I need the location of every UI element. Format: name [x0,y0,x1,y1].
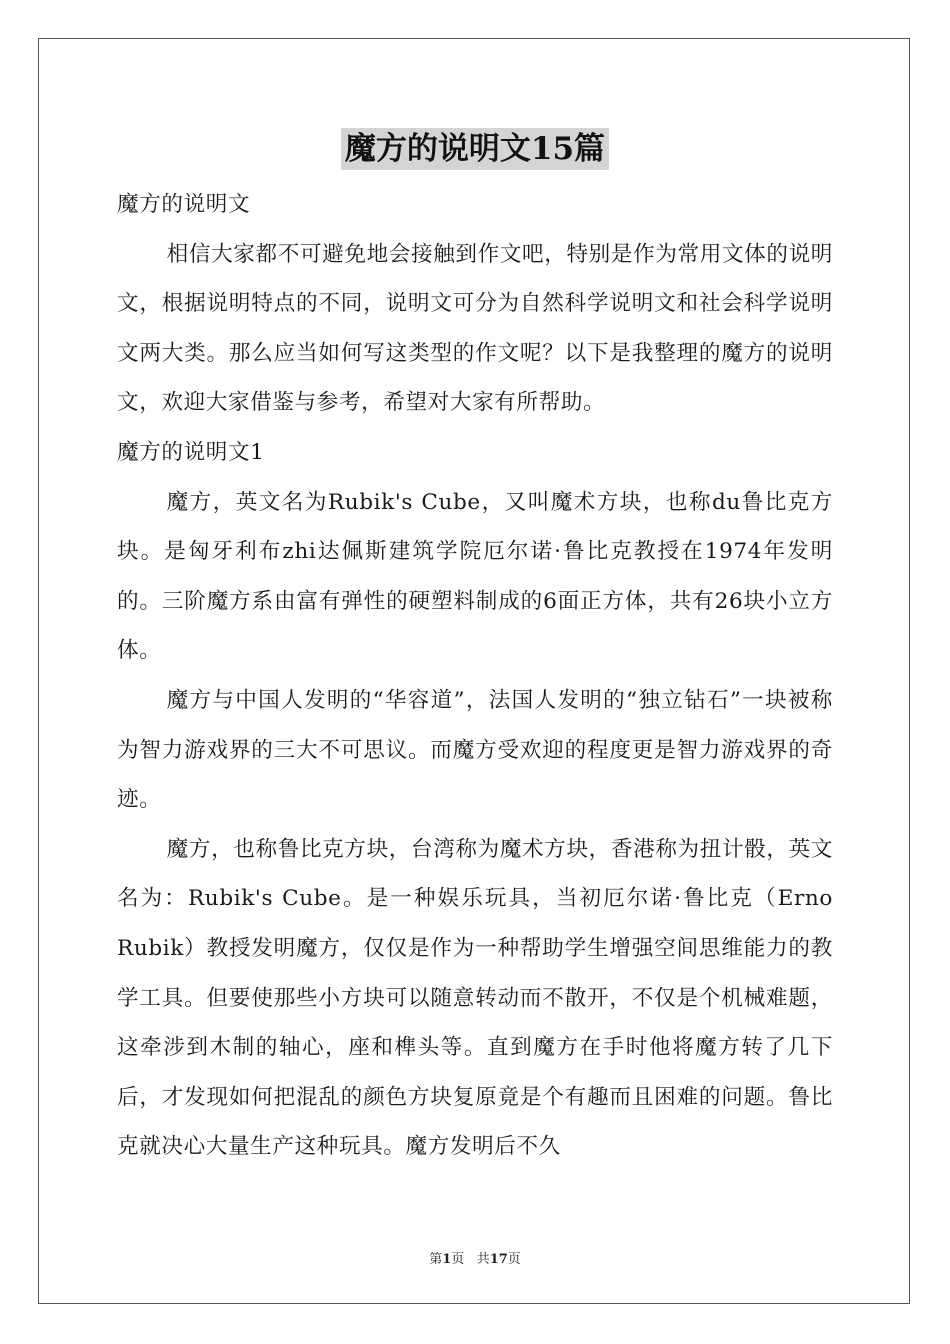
body-paragraph: 魔方，也称鲁比克方块，台湾称为魔术方块，香港称为扭计骰，英文名为：Rubik's Cube。是一种娱乐玩具，当初厄尔诺·鲁比克（Erno Rubik）教授发明魔方，仅仅是作为一种帮助学生增强空间思维能力的教学工具。但要使那些小方块可以随意转动而不散开，不仅是个机械难题，这牵涉到木制的轴心，座和榫头等。直到魔方在手时他将魔方转了几下后，才发现如何把混乱的颜色方块复原竟是个有趣而且困难的问题。鲁比克就决心大量生产这种玩具。魔方发明后不久 [117,836,833,1160]
total-suffix: 页 [507,1252,521,1267]
document-body [117,180,833,1172]
page-suffix: 页 [451,1252,465,1267]
section-heading: 魔方的说明文1 [117,439,265,465]
body-paragraph: 相信大家都不可避免地会接触到作文吧，特别是作为常用文体的说明文，根据说明特点的不同，说明文可分为自然科学说明文和社会科学说明文两大类。那么应当如何写这类型的作文呢？以下是我整理的魔方的说明文，欢迎大家借鉴与参考，希望对大家有所帮助。 [117,241,833,416]
page-footer [0,1248,950,1267]
document-title: 魔方的说明文15篇 [341,128,609,170]
page-number: 1 [442,1252,452,1267]
body-paragraph: 魔方与中国人发明的“华容道”，法国人发明的“独立钻石”一块被称为智力游戏界的三大不可思议。而魔方受欢迎的程度更是智力游戏界的奇迹。 [117,687,833,813]
total-pages: 17 [489,1252,508,1267]
body-paragraph: 魔方，英文名为Rubik's Cube，又叫魔术方块，也称du鲁比克方块。是匈牙利布zhi达佩斯建筑学院厄尔诺·鲁比克教授在1974年发明的。三阶魔方系由富有弹性的硬塑料制成的6面正方体，共有26块小立方体。 [117,489,833,664]
total-prefix: 共 [476,1252,490,1267]
title-container [0,128,950,170]
section-heading: 魔方的说明文 [117,192,251,217]
page-prefix: 第 [429,1252,443,1267]
